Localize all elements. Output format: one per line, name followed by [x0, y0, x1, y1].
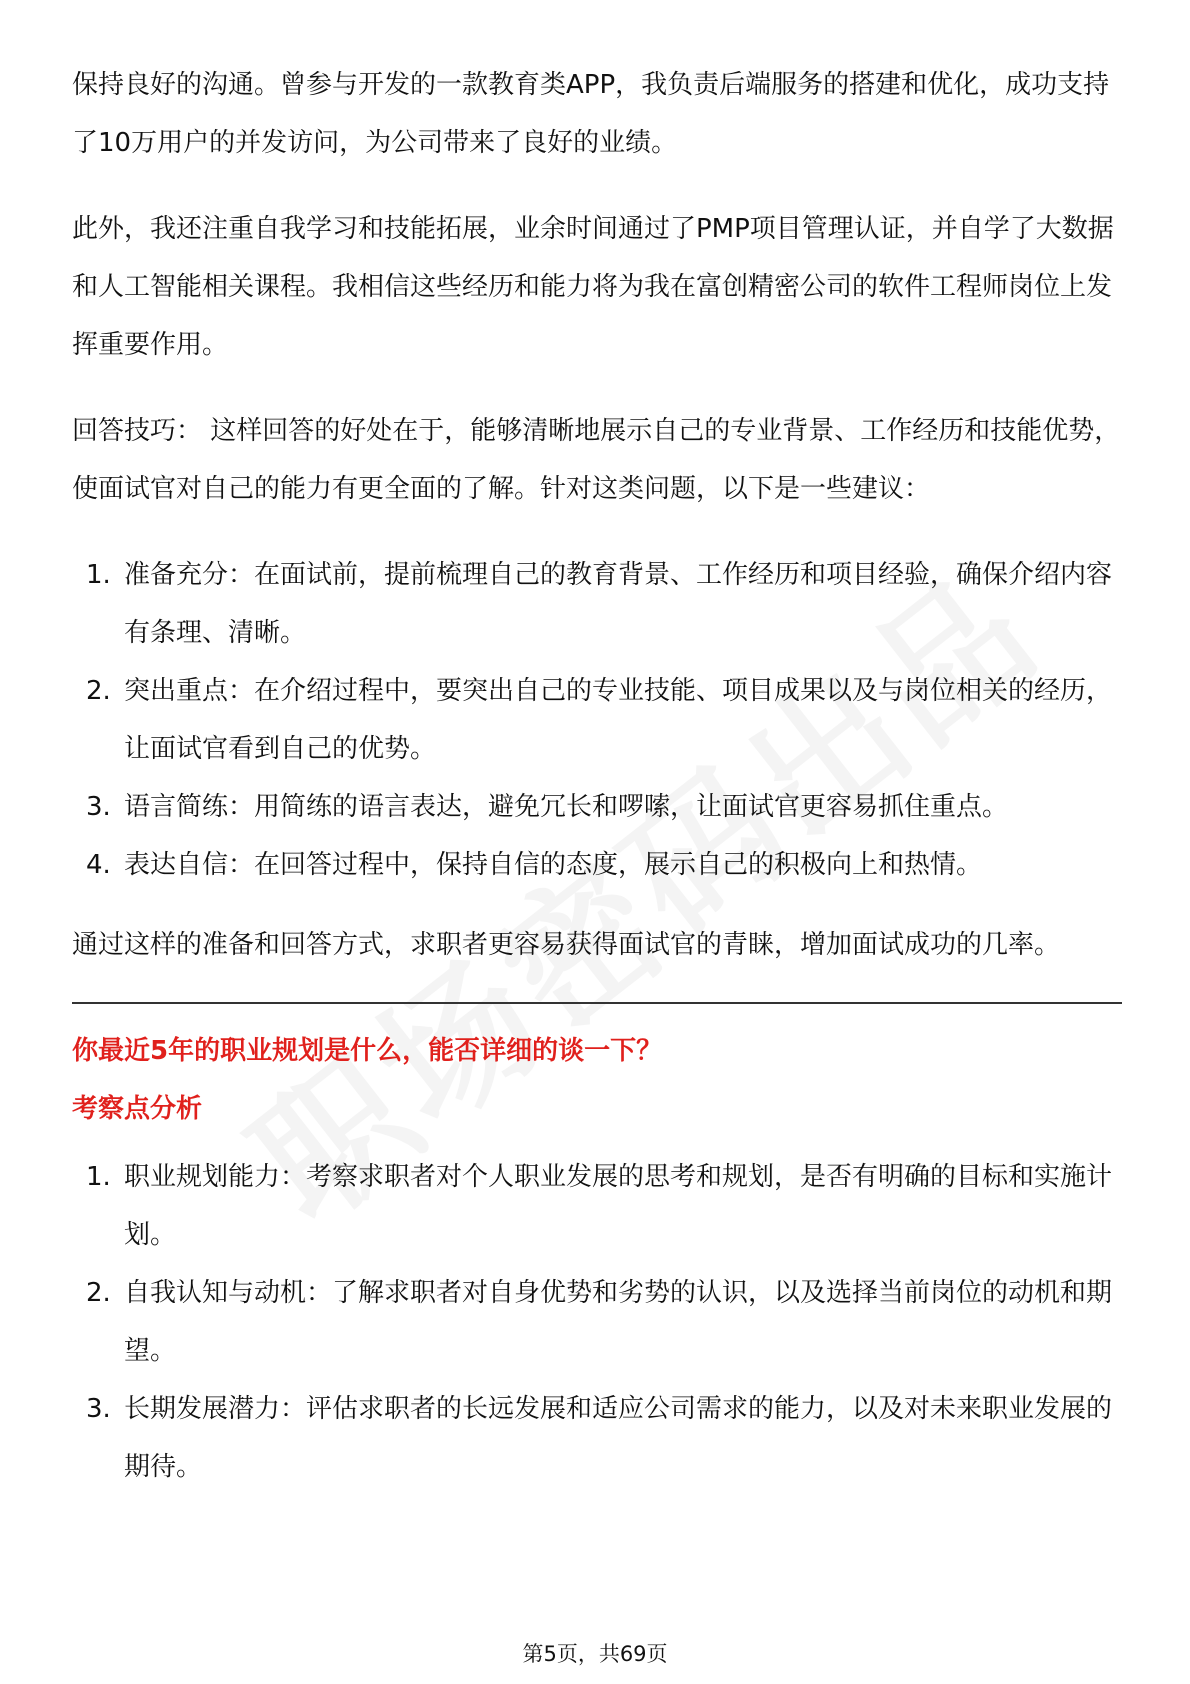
- paragraph-self-learning: 此外，我还注重自我学习和技能拓展，业余时间通过了PMP项目管理认证，并自学了大数据和人工智能相关课程。我相信这些经历和能力将为我在富创精密公司的软件工程师岗位上发挥重要作用。: [72, 214, 1114, 360]
- list-item-text: 准备充分：在面试前，提前梳理自己的教育背景、工作经历和项目经验，确保介绍内容有条理、清晰。: [124, 560, 1113, 648]
- list-item-text: 职业规划能力：考察求职者对个人职业发展的思考和规划，是否有明确的目标和实施计划。: [124, 1162, 1113, 1250]
- page-number: 第5页，共69页: [522, 1642, 668, 1666]
- list-number: 3.: [86, 792, 111, 822]
- list-number: 1.: [86, 560, 111, 590]
- list-number: 3.: [86, 1394, 111, 1424]
- list-item-text: 自我认知与动机：了解求职者对自身优势和劣势的认识，以及选择当前岗位的动机和期望。: [124, 1278, 1113, 1366]
- question-heading: 你最近5年的职业规划是什么，能否详细的谈一下？: [72, 1036, 663, 1066]
- analysis-list: [72, 1148, 1122, 1496]
- list-number: 1.: [86, 1162, 111, 1192]
- paragraph-answer-tips: 回答技巧： 这样回答的好处在于，能够清晰地展示自己的专业背景、工作经历和技能优势，使面试官对自己的能力有更全面的了解。针对这类问题，以下是一些建议：: [72, 416, 1121, 504]
- list-item: [72, 662, 1122, 778]
- list-item: [72, 778, 1122, 836]
- list-number: 2.: [86, 676, 111, 706]
- list-number: 4.: [86, 850, 111, 880]
- page-content: [72, 56, 1122, 1518]
- list-item: [72, 1264, 1122, 1380]
- list-item: [72, 836, 1122, 894]
- list-item-text: 长期发展潜力：评估求职者的长远发展和适应公司需求的能力，以及对未来职业发展的期待。: [124, 1394, 1113, 1482]
- list-item-text: 突出重点：在介绍过程中，要突出自己的专业技能、项目成果以及与岗位相关的经历，让面试官看到自己的优势。: [124, 676, 1113, 764]
- list-number: 2.: [86, 1278, 111, 1308]
- list-item-text: 表达自信：在回答过程中，保持自信的态度，展示自己的积极向上和热情。: [124, 850, 983, 880]
- list-item-text: 语言简练：用简练的语言表达，避免冗长和啰嗦，让面试官更容易抓住重点。: [124, 792, 1009, 822]
- paragraph-closing: 通过这样的准备和回答方式，求职者更容易获得面试官的青睐，增加面试成功的几率。: [72, 930, 1061, 960]
- section-divider: [72, 1002, 1122, 1004]
- list-item: [72, 546, 1122, 662]
- list-item: [72, 1148, 1122, 1264]
- tips-list: [72, 546, 1122, 894]
- analysis-title: 考察点分析: [72, 1094, 203, 1124]
- paragraph-experience: 保持良好的沟通。曾参与开发的一款教育类APP，我负责后端服务的搭建和优化，成功支持了10万用户的并发访问，为公司带来了良好的业绩。: [72, 70, 1110, 158]
- list-item: [72, 1380, 1122, 1496]
